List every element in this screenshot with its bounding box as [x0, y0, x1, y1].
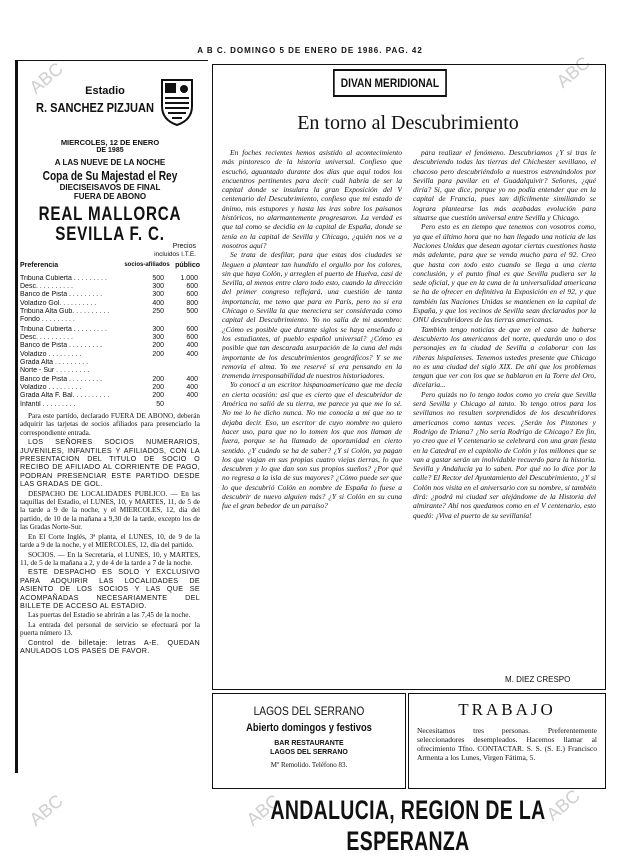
price-socios: 250 — [152, 307, 164, 315]
abono-note: FUERA DE ABONO — [73, 192, 147, 201]
price-row-name: Tribuna Cubierta . . . . . . . . . — [20, 275, 107, 282]
article-title: En torno al Descubrimiento — [297, 112, 519, 134]
watermark: ABC — [552, 52, 594, 92]
cup-name: Copa de Su Majestad el Rey — [42, 168, 178, 183]
price-publico: 600 — [186, 326, 198, 333]
price-row-name: Desc. . . . . . . . . . — [20, 334, 73, 342]
price-publico — [164, 367, 198, 375]
price-row — [20, 275, 198, 283]
price-publico: 1.000 — [180, 275, 198, 282]
ad-lagos-line2: LAGOS DEL SERRANO — [270, 749, 348, 756]
col-socios: socios-afiliados — [124, 262, 170, 268]
watermark: ABC — [25, 790, 67, 830]
price-socios — [130, 367, 164, 375]
article-paragraph: Se trata de desfilar, para que estas dos ciudades se lleguen a plantear tan hundido el orgullo por los colores, sin que haya Colón, y arreglen el puerto de Huelva, casi de Sevilla, al menos entre claro todo esto, cuando la dirección del primer congreso reflejará, una cuestión de tanta importancia, me temo que para en París, pero no si era Chicago o Sevilla la que mereciera ser considerada como capital del Descubrimiento. Yo no salía de mi asombro: ¿Cómo es posible que durante siglos se haya enseñado a los estudiantes, al pueblo español universal? ¿Cómo es posible que tan descarada usurpación de la cuna del más importante de los descubrimientos geográficos? Y se me removía el alma. Yo me reservé si era pensando en la tremenda irresponsabilidad de nuestros historiadores. — [222, 250, 402, 381]
watermark: ABC — [25, 58, 67, 98]
price-row — [20, 283, 198, 291]
price-row — [20, 376, 198, 384]
price-socios: 200 — [152, 376, 164, 383]
notice-control: Control de billetaje: letras A-E. QUEDAN ANULADOS LOS PASES DE FAVOR. — [20, 637, 200, 655]
price-publico — [164, 359, 198, 367]
price-row — [20, 342, 198, 350]
price-row — [20, 308, 198, 316]
price-row — [20, 384, 198, 392]
price-socios: 50 — [156, 400, 164, 408]
price-socios — [130, 359, 164, 367]
price-row — [20, 291, 198, 299]
price-publico: 600 — [186, 334, 198, 342]
match-year: DE 1985 — [96, 147, 124, 154]
article-column-1 — [222, 148, 402, 668]
article-paragraph: Pero esto es en tiempo que tenemos con vosotros como, ya que el último hora que no han llegado una noticia de las Naciones Unidas que desean agotar ciertas cuestiones hasta más adelante, para que se venda mucho para el 92. Creo que hasta con todo esto cuando se llega a una cierta conclusión, y el punto final es que Sevilla pudiera ser la sede oficial, y que en la cuna de la universalidad americana se ha de ofrecer en definitiva la Exposición en el 92, y que también las Naciones Unidas se mantienen en la capital de España, y que los vecinos de Sevilla sean declarados por la ONU descubridores de las tierras americanas. — [413, 222, 596, 325]
price-publico — [164, 401, 198, 409]
price-socios: 300 — [152, 283, 164, 291]
price-publico: 400 — [186, 392, 198, 400]
ad-lagos-title: LAGOS DEL SERRANO — [253, 704, 365, 718]
price-row — [20, 326, 198, 334]
notice-exclusivo: ESTE DESPACHO ES SOLO Y EXCLUSIVO PARA ADQUIRIR LAS LOCALIDADES DE ASIENTO DE LOS SOCIOS Y LAS QUE SE ACOMPAÑADAS NECESARIAMENTE DEL BILLETE DE ACCESO AL ESTADIO. — [20, 567, 200, 610]
prices-table-block3 — [20, 376, 198, 409]
price-socios: 300 — [152, 334, 164, 342]
notice-despacho: DESPACHO DE LOCALIDADES PUBLICO. — En las taquillas del Estadio, el LUNES, 10, y MARTES, 11, de 5 de la tarde a 9 de la noche, y el MIERCOLES, 12, día del partido, de 10 de la mañana a 9,30 de la tarde, excepto los de las Gradas Norte-Sur. — [20, 489, 200, 532]
ad-lagos-del-serrano — [212, 693, 406, 789]
price-publico — [164, 316, 198, 324]
price-row-name: Voladizo Gol. . . . . . . . . . — [20, 299, 97, 307]
price-publico: 400 — [186, 350, 198, 358]
notice-entrada: La entrada del personal de servicio se efectuará por la puerta número 13. — [20, 620, 200, 638]
price-publico: 600 — [186, 283, 198, 291]
price-socios: 200 — [152, 392, 164, 400]
price-publico: 400 — [186, 376, 198, 383]
prices-header: Precios — [172, 243, 196, 250]
price-row — [20, 392, 198, 400]
notice-socios: LOS SEÑORES SOCIOS NUMERARIOS, JUVENILES, INFANTILES Y AFILIADOS, CON LA PRESENTACION DEL TITULO DE SOCIO O RECIBO DE AFILIADO AL CORRIENTE DE PAGO, PODRAN PRESENCIAR ESTE PARTIDO DESDE LAS GRADAS DE GOL. — [20, 437, 200, 489]
stadium-label: Estadio — [85, 85, 125, 97]
price-row — [20, 300, 198, 308]
price-row-name: Grada Alta F. Bal. . . . . . . . . . — [20, 392, 110, 400]
stadium-name: R. SANCHEZ PIZJUAN — [36, 100, 154, 115]
price-row-name: Fondo . . . . . . . . . — [20, 315, 75, 323]
prices-subheader: incluidos I.T.E. — [154, 251, 196, 258]
ad-trabajo-title: TRABAJO — [458, 700, 556, 719]
price-row-name: Banco de Pista . . . . . . . . . — [20, 376, 103, 383]
prices-table-header — [20, 262, 200, 269]
price-row-name: Desc. . . . . . . . . . — [20, 283, 73, 291]
price-socios: 500 — [152, 275, 164, 282]
prices-table-block2 — [20, 326, 198, 375]
price-row-name: Banco de Pista . . . . . . . . . — [20, 291, 103, 299]
article-paragraph: También tengo noticias de que en el caso de haberse descubierto los americanos del norte, quedarán uno o dos personajes en la ciudad de Sevilla a colaborar con las riberas hispalenses. Tenemos ustedes presente que Chicago no es una ciudad del siglo XIX. De ahí que los problemas tengan que ver con los que se hablaron en la Torre del Oro, dicelaria... — [413, 324, 596, 390]
price-row-name: Tribuna Alta Gub. . . . . . . . . . — [20, 307, 110, 315]
prices-table-block1 — [20, 275, 198, 324]
price-row-name: Infantil . . . . . . . . . — [20, 400, 76, 408]
price-publico: 400 — [186, 342, 198, 350]
col-publico: público — [175, 262, 200, 269]
price-publico: 600 — [186, 291, 198, 299]
price-row — [20, 316, 198, 324]
match-date: MIERCOLES, 12 DE ENERO — [60, 138, 160, 147]
notice-corte-ingles: En El Corte Inglés, 3ª planta, el LUNES, 10, de 9 de la tarde a 9 de la noche, y el MIERCOLES, 12, día del partido. — [20, 532, 200, 550]
notice-puertas: Las puertas del Estadio se abrirán a las 7,45 de la noche. — [28, 611, 191, 620]
price-socios: 200 — [152, 384, 164, 392]
notice-secretaria: SOCIOS. — En la Secretaría, el LUNES, 10, y MARTES, 11, de 5 de la mañana a 2, y de 4 de la tarde a 7 de la noche. — [20, 550, 200, 567]
price-publico: 400 — [186, 384, 198, 392]
notice-abono: Para este partido, declarado FUERA DE ABONO, deberán adquirir las tarjetas de socios afiliados para presenciarlo la correspondiente entrada. — [20, 412, 200, 437]
article-paragraph: para realizar el fenómeno. Descubriamos ¿Y si tras le descubriendo todas las tierras del Chichester sevillano, el chacoso pero descubriéndolo a nuestros estrenándolos por Sevilla para pavilar en el Guadalquivir? Señores, ¿qué diría? Si, que dice, porque yo no podía entender que en la capital de Francia, pues tan difícilmente similiando se lograra plantearse las más acabadas evolución para situarse que cuestión universal entre Sevilla y Chicago. — [413, 148, 596, 223]
article-signature: M. DIEZ CRESPO — [505, 675, 571, 684]
price-row — [20, 334, 198, 342]
price-publico: 500 — [186, 307, 198, 315]
ad-lagos-subtitle: Abierto domingos y festivos — [246, 722, 372, 734]
price-row-name: Norte - Sur . . . . . . . . . — [20, 366, 90, 374]
price-row — [20, 359, 198, 367]
team-away: SEVILLA F. C. — [55, 224, 165, 245]
article-paragraph: Yo conocí a un escritor hispanoamericano que me decía en cierta ocasión: así que es cierto que el descubridor de América no salió de su tierra, me parece ya que me lo sé. No me lo he dicho nunca. No me conocía a mí que no te dejaba decir. Eso, un escritor de cuyo nombre no quiero hacer uso, para que no lo tomen los que nos llaman de fuera, porque se ha llamado de oportunidad en cierto sentido. ¿Y cuándo se ha de saber? ¿Y si Colón, ya pagan los que viajan en sus propias cuatro viejas tierras, lo que descubren y lo que dan son sus propios sueños? ¿Por qué no regresa a la isla de sus mayores? ¿Cómo puede ser que lo que descubrió Colón en nombre de España lo fuese a descubrir de nuevo alguien más? ¿Y si Colón en su cuna fue el gran bebedor de un paraíso? — [222, 380, 402, 511]
article-paragraph: Pero quizás no lo tengo todos como yo creía que Sevilla será Sevilla y Chicago al tanto. Yo tengo otros para los sevillanos no resulten sorprendidos de los descubridores americanos como tantas veces. ¿Serán los Pinzones y Rodrigo de Triana? ¿No sería Rodrigo de Chicago? En fin, yo creo que el V centenario se celebrará con una gran fiesta en la Catedral en el capitolio de Colón y los millones que se van a gastar serán un inolvidable recuerdo para la historia. Sevilla y Andalucía ya lo saben. Por qué no lo dice por la calle? El Rector del Ayuntamiento del Descubrimiento, ¿Y si Colón nos visita en el aniversario con su nombre, sí también dirá: ¿podrá mi ciudad ser alejándome de la Historia del almirante? Ahí nos quedamos como en el V centenario, esto quedó: ¡Viva el puerto de su sevillanía! — [413, 389, 596, 520]
ad-lagos-line3: Mº Remolido. Teléfono 83. — [270, 761, 348, 769]
price-socios: 200 — [152, 350, 164, 358]
region-banner: ANDALUCIA, REGION DE LA ESPERANZA — [270, 795, 546, 856]
team-home: REAL MALLORCA — [38, 204, 182, 225]
price-socios: 300 — [152, 326, 164, 333]
left-notices — [20, 412, 200, 656]
price-socios: 300 — [152, 291, 164, 299]
round-name: DIECISEISAVOS DE FINAL — [59, 183, 161, 192]
price-socios — [130, 316, 164, 324]
article-column-2 — [413, 148, 596, 670]
price-publico: 800 — [186, 299, 198, 307]
price-socios: 400 — [152, 299, 164, 307]
price-row-name: Grada Alta . . . . . . . . . — [20, 358, 89, 366]
price-row-name: Voladizo . . . . . . . . . — [20, 350, 82, 358]
price-row — [20, 351, 198, 359]
watermark: ABC — [242, 790, 284, 830]
article-paragraph: En foches recientes hemos asistido al acontecimiento más pintoresco de la historia universal. Confieso que escuchó, aguantado durante dos días que aquí todos los encuentros pertinentes para decir cuál habría de ser la capital donde se insulara la gran Exposición del V centenario del Descubrimiento, confieso que mi estado de ánimo, mis estupores y hasta las iras sobre los paisanos históricos, no alarmantemente progresaron. La verdad es que tal como se decidía en la capital de España, donde se tenía en la capital de Sevilla y Chicago, ¿quién nos ve a nosotros aquí? — [222, 148, 402, 250]
ad-trabajo-body: Necesitamos tres personas. Preferentemente seleccionadores desempleados. Hacemos llamar al ofrecimiento Tfno. CONTACTAR. S. S. (S. E.) Francisco Armenta a los Lunes, Virgen Fátima, 5. — [417, 726, 597, 762]
section-label: DIVAN MERIDIONAL — [333, 69, 447, 97]
ad-trabajo — [408, 693, 606, 789]
price-row-name: Banco de Pista . . . . . . . . . — [20, 342, 103, 350]
price-row — [20, 367, 198, 375]
price-row-name: Voladizo . . . . . . . . . — [20, 384, 82, 392]
ad-lagos-line1: BAR RESTAURANTE — [274, 740, 344, 747]
price-row — [20, 401, 198, 409]
page-header: A B C. DOMINGO 5 DE ENERO DE 1986. PAG. 42 — [197, 46, 423, 55]
col-preferencia: Preferencia — [20, 262, 59, 269]
price-socios: 200 — [152, 342, 164, 350]
match-time: A LAS NUEVE DE LA NOCHE — [54, 158, 166, 167]
watermark: ABC — [542, 785, 584, 825]
price-row-name: Tribuna Cubierta . . . . . . . . . — [20, 326, 107, 333]
club-crest-icon — [160, 78, 194, 126]
